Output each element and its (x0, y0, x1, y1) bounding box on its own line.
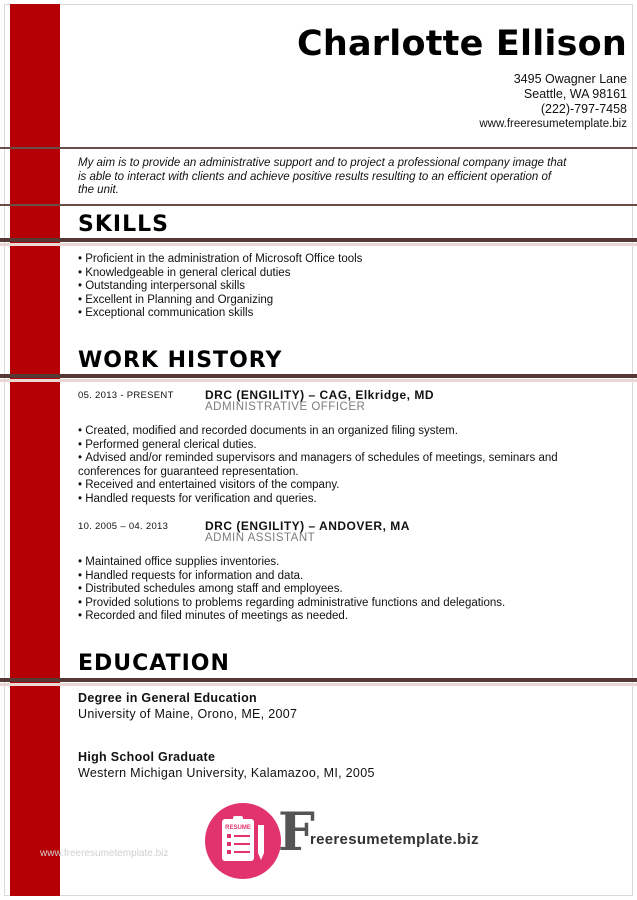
education-1-school: University of Maine, Orono, ME, 2007 (78, 707, 298, 721)
job-1-dates: 05. 2013 - PRESENT (78, 390, 174, 401)
education-1-degree: Degree in General Education (78, 691, 257, 705)
job-1-employer: DRC (ENGILITY) – CAG, Elkridge, MD (205, 388, 435, 402)
objective-statement: My aim is to provide an administrative support and to project a professional company image that is able to interact with clients and achieve positive results resulting to an efficient operation of the unit. (78, 157, 567, 196)
skills-list (78, 253, 578, 321)
list-item: • Distributed schedules among staff and employees. (78, 583, 578, 597)
education-heading: EDUCATION (78, 651, 230, 676)
website-link[interactable]: www.freeresumetemplate.biz (479, 118, 627, 130)
list-item: • Performed general clerical duties. (78, 439, 558, 453)
job-2-dates: 10. 2005 – 04. 2013 (78, 521, 169, 532)
work-rule-shade (0, 379, 637, 382)
list-item: • Received and entertained visitors of the company. (78, 479, 558, 493)
resume-logo-badge (205, 803, 281, 879)
list-item: • Handled requests for verification and queries. (78, 493, 558, 507)
red-side-bar (10, 4, 60, 896)
list-item: • Created, modified and recorded documents in an organized filing system. (78, 425, 558, 439)
resume-document-icon (205, 803, 281, 879)
address-line-1: 3495 Owagner Lane (513, 72, 627, 86)
address-line-2: Seattle, WA 98161 (523, 87, 627, 101)
list-item: • Exceptional communication skills (78, 307, 578, 321)
list-item: • Outstanding interpersonal skills (78, 280, 578, 294)
logo-badge-label: RESUME (225, 825, 251, 831)
objective-divider (0, 204, 637, 206)
candidate-name: Charlotte Ellison (296, 24, 627, 64)
phone-number: (222)-797-7458 (540, 102, 627, 116)
list-item: • Excellent in Planning and Organizing (78, 294, 578, 308)
education-2-degree: High School Graduate (78, 750, 216, 764)
list-item: • Provided solutions to problems regarding administrative functions and delegations. (78, 597, 578, 611)
contact-block (479, 72, 627, 132)
education-rule (0, 678, 637, 682)
job-2-employer: DRC (ENGILITY) – ANDOVER, MA (205, 519, 410, 533)
job-2-position: ADMIN ASSISTANT (205, 532, 316, 544)
skills-heading: SKILLS (78, 212, 169, 237)
header-divider (0, 147, 637, 149)
list-item: • Maintained office supplies inventories. (78, 556, 578, 570)
watermark-faint-text: www.freeresumetemplate.biz (40, 848, 169, 859)
education-2-school: Western Michigan University, Kalamazoo, MI, 2005 (78, 766, 375, 780)
list-item: • Recorded and filed minutes of meetings as needed. (78, 610, 578, 624)
skills-rule-shade (0, 243, 637, 246)
logo-letter-f: F (278, 802, 315, 863)
list-item: • Advised and/or reminded supervisors and managers of schedules of meetings, seminars and conferences for guaranteed representation. (78, 452, 558, 479)
job-1-duties (78, 425, 558, 506)
logo-site-text: reeresumetemplate.biz (310, 831, 479, 848)
list-item: • Knowledgeable in general clerical duties (78, 267, 578, 281)
skills-rule (0, 238, 637, 242)
work-history-heading: WORK HISTORY (78, 348, 283, 373)
list-item: • Proficient in the administration of Microsoft Office tools (78, 253, 578, 267)
work-rule (0, 374, 637, 378)
education-rule-shade (0, 683, 637, 686)
list-item: • Handled requests for information and data. (78, 570, 578, 584)
job-2-duties (78, 556, 578, 624)
job-1-position: ADMINISTRATIVE OFFICER (205, 401, 366, 413)
